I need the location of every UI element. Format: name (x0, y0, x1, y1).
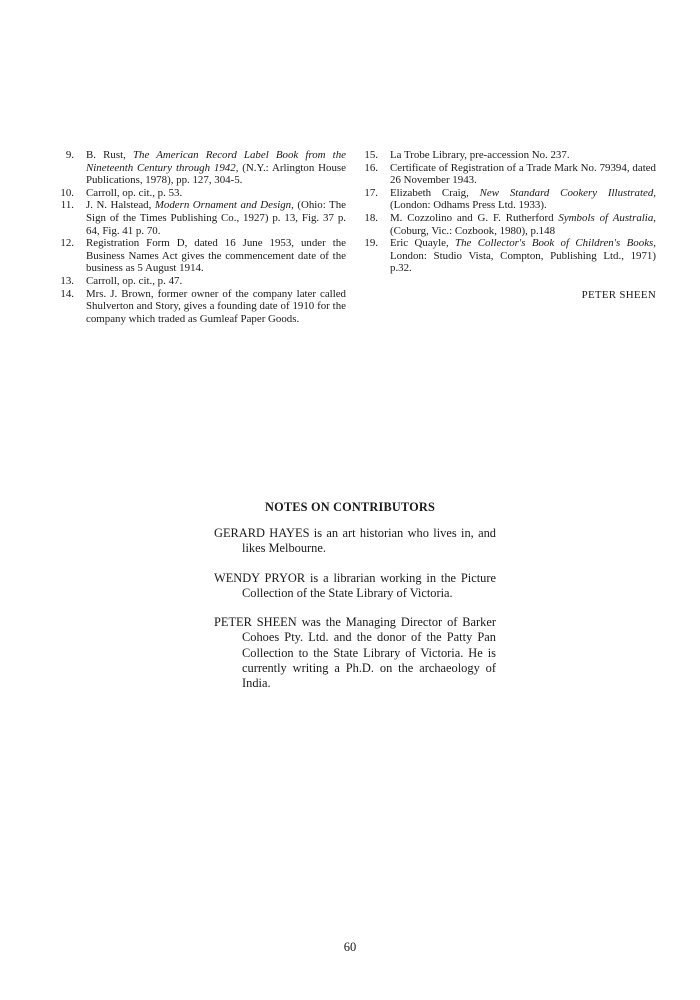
footnote-text: Carroll, op. cit., p. 53. (86, 186, 183, 199)
footnote-title: Symbols of Australia, (558, 211, 656, 224)
footnote (56, 149, 346, 187)
footnote-text: (Coburg, Vic.: Cozbook, 1980), p.148 (390, 224, 556, 237)
footnote-number: 15. (364, 149, 378, 161)
footnote-text: London: Studio Vista, Compton, Publishing Ltd., 1971) p.32. (390, 249, 656, 275)
contributor-entry: PETER SHEEN was the Managing Director of Barker Cohoes Pty. Ltd. and the donor of the Patty Pan Collection to the State Library of Victoria. He is currently writing a Ph.D. on the archaeology of India. (214, 615, 496, 691)
footnote-number: 14. (60, 287, 74, 300)
footnote-number: 12. (60, 237, 74, 250)
footnote-text: J. N. Halstead, (86, 199, 155, 212)
footnote-text: (London: Odhams Press Ltd. 1933). (390, 199, 547, 212)
footnote-title: New Standard Cookery Illustrated, (479, 186, 656, 199)
notes-right-column (360, 149, 656, 275)
footnote-number: 10. (60, 186, 74, 199)
footnote-number: 16. (364, 161, 378, 174)
footnote-number: 18. (364, 211, 378, 224)
footnote (360, 149, 656, 162)
footnote (56, 275, 346, 288)
footnote-text: (Ohio: The Sign of the Times Publishing Co., 1927) p. 13, Fig. 37 p. 64, Fig. 41 p. 70. (86, 199, 346, 237)
contributor-entry: WENDY PRYOR is a librarian working in the Picture Collection of the State Library of Victoria. (214, 570, 496, 600)
footnote-number: 13. (60, 274, 74, 287)
footnote (360, 237, 656, 275)
footnote-text: M. Cozzolino and G. F. Rutherford (390, 211, 559, 224)
contributor-entry: GERARD HAYES is an art historian who lives in, and likes Melbourne. (214, 526, 496, 556)
footnote-text: Carroll, op. cit., p. 47. (86, 274, 183, 287)
contributors-list (214, 526, 496, 706)
footnote-text: Certificate of Registration of a Trade Mark No. 79394, dated 26 November 1943. (390, 161, 656, 187)
footnote-title: Modern Ornament and Design, (154, 199, 294, 212)
footnote-number: 11. (60, 199, 74, 212)
footnote (56, 288, 346, 326)
footnote-title: The Collector's Book of Children's Books, (455, 237, 656, 250)
footnote (360, 162, 656, 187)
footnote-number: 17. (364, 186, 378, 199)
footnote-text: (N.Y.: Arlington House Publications, 1978), pp. 127, 304-5. (86, 161, 346, 187)
footnote (56, 187, 346, 200)
footnote-title: The American Record Label Book from the Nineteenth Century through 1942, (86, 149, 346, 174)
page-number: 60 (343, 940, 357, 954)
footnote-number: 19. (364, 237, 378, 250)
footnote-text: Mrs. J. Brown, former owner of the company later called Shulverton and Story, gives a founding date of 1910 for the company which traded as Gumleaf Paper Goods. (86, 287, 346, 325)
footnote-text: Eric Quayle, (390, 237, 456, 250)
footnote (360, 187, 656, 212)
footnote-text: B. Rust, (86, 149, 133, 161)
footnote-text: Elizabeth Craig, (390, 186, 480, 199)
notes-left-column (56, 149, 346, 325)
footnote-number: 9. (65, 149, 74, 161)
footnote (56, 237, 346, 275)
footnote (360, 212, 656, 237)
footnote-text: Registration Form D, dated 16 June 1953, under the Business Names Act gives the commencement date of the business as 5 August 1914. (86, 237, 346, 275)
footnote-text: La Trobe Library, pre-accession No. 237. (390, 149, 570, 161)
author-signature: PETER SHEEN (581, 289, 656, 301)
footnote (56, 199, 346, 237)
contributors-heading: NOTES ON CONTRIBUTORS (264, 500, 436, 514)
